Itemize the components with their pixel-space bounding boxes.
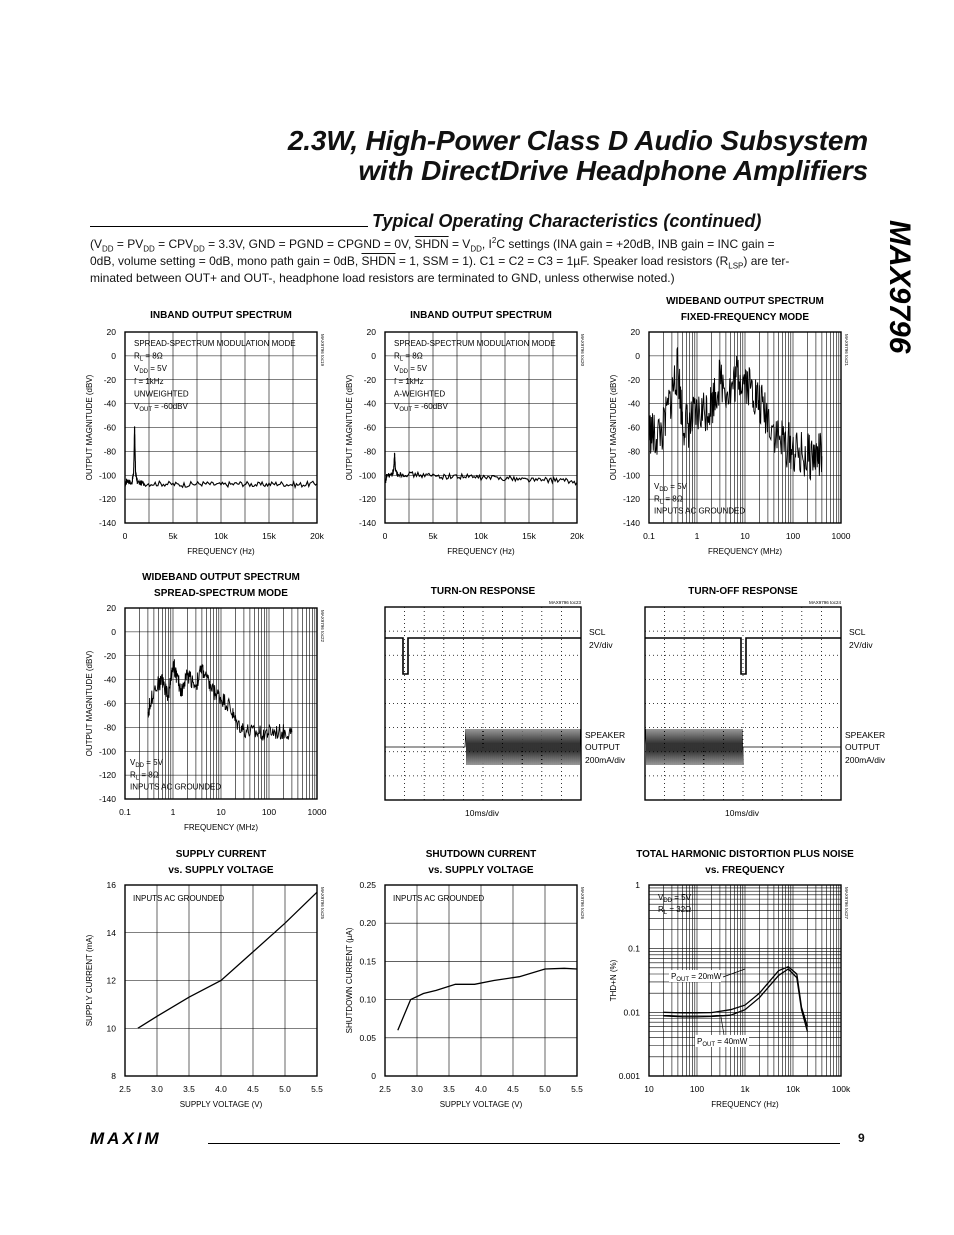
chart4-xlabel: 10ms/div [464,808,500,818]
page-number: 9 [858,1131,865,1145]
chart1-annotation: A-WEIGHTED [394,389,446,399]
chart0-ytick: -100 [98,470,116,481]
chart8-xtick: 1k [740,1084,750,1094]
chart0-annotation: $V_{DD} = 5V$ [134,364,167,376]
chart2-ytick: -100 [622,470,640,481]
chart6-ytick: 8 [111,1071,116,1081]
chart8-ylabel: THD+N (%) [609,959,618,1002]
chart3-ytick: 0 [111,626,116,637]
chart7-title-line2: vs. SUPPLY VOLTAGE [428,865,534,876]
chart7-title-line1: SHUTDOWN CURRENT [425,849,537,860]
chart5-grid [645,607,841,800]
chart6-tag: MAX9796 toc25 [320,887,325,920]
chart0-title-line1: INBAND OUTPUT SPECTRUM [150,310,292,321]
chart8-annotation: $P_{OUT} = 20mW$ [671,972,722,983]
chart6-xtick: 5.0 [279,1084,291,1094]
chart3-tag: MAX9796 toc22 [320,610,325,643]
chart3-ytick: -60 [103,698,116,709]
chart7-svg [340,843,600,1113]
chart8-label-20mw [669,970,722,983]
chart0-annotation: $R_L = 8\Omega$ [134,351,163,363]
chart2-xlabel: FREQUENCY (MHz) [707,547,783,556]
chart8-annotation: $P_{OUT} = 40mW$ [697,1037,748,1048]
chart1-annotation: $V_{OUT} = -60dBV$ [394,402,448,413]
chart3-xtick: 0.1 [119,807,131,817]
chart2-series-line [649,347,822,479]
chart6-title-line1: SUPPLY CURRENT [175,849,267,860]
chart0-xtick: 10k [214,531,228,541]
chart0-ytick: -120 [98,494,116,505]
chart8-leader-40mw [721,1017,724,1035]
chart8-xtick: 100k [831,1084,851,1094]
chart5-label-scl-scale: 2V/div [849,640,873,650]
chart6-ytick: 12 [106,975,116,986]
chart3-xtick: 1 [170,807,176,817]
chart5-label-speaker: SPEAKER [845,730,886,740]
chart6-xtick: 2.5 [119,1084,131,1094]
chart7-ytick: 0.20 [359,918,376,929]
chart2-xtick: 100 [785,531,801,541]
chart-inband-spectrum-a-weighted [340,300,600,560]
chart5-title: TURN-OFF RESPONSE [688,586,798,597]
side-part-number-text: MAX9796 [883,220,916,354]
chart6-series-line [138,892,317,1028]
chart6-ytick: 14 [106,927,116,938]
chart0-xtick: 0 [122,531,128,541]
chart0-xlabel: FREQUENCY (Hz) [187,547,255,556]
chart0-annotation: $V_{OUT} = -60dBV$ [134,402,188,413]
chart7-series-line [398,968,577,1030]
chart3-series-line [148,659,292,740]
chart7-xtick: 5.5 [571,1084,583,1094]
chart6-ytick: 10 [106,1023,116,1034]
chart3-title-line1: WIDEBAND OUTPUT SPECTRUM [142,572,300,583]
chart4-svg [340,580,640,825]
chart0-tag: MAX9796 toc19 [320,334,325,367]
chart1-annotation: $R_L = 8\Omega$ [394,351,423,363]
chart0-ytick: -60 [103,422,116,433]
conditions-line3: minated between OUT+ and OUT-, headphone load resistors are terminated to GND, unless otherwise noted.) [90,271,675,285]
chart0-annotation: UNWEIGHTED [134,389,189,399]
chart7-xtick: 4.5 [507,1084,519,1094]
chart7-grid [385,885,577,1076]
chart6-annotation: INPUTS AC GROUNDED [133,894,225,903]
chart7-ytick: 0.25 [359,880,376,890]
chart2-xtick: 1 [694,531,700,541]
chart1-xtick: 10k [474,531,488,541]
chart1-ytick: 0 [371,350,376,361]
chart8-xtick: 10 [644,1084,654,1094]
chart8-title-line2: vs. FREQUENCY [705,865,785,876]
chart0-ytick: -20 [103,374,116,385]
chart7-ytick: 0 [371,1071,376,1081]
chart3-ytick: -20 [103,650,116,661]
chart1-svg [340,300,600,560]
chart0-ytick: 20 [106,327,116,337]
chart2-annotation: INPUTS AC GROUNDED [654,506,746,516]
chart8-tag: MAX9796 toc27 [844,887,849,920]
chart7-xtick: 4.0 [475,1084,487,1094]
conditions-line1: ($V_{DD} = PV_{DD} = CPV_{DD} = 3.3V$, GND = PGND = CPGND = 0V, SHDN = $V_{DD}$, $I^2C$ settings (INA gain = +20dB, INB gain = INC gain = [90,236,775,254]
chart1-ytick: -20 [363,374,376,385]
chart6-xtick: 4.5 [247,1084,259,1094]
chart1-ytick: -40 [363,398,376,409]
page-title-line1: 2.3W, High-Power Class D Audio Subsystem [287,125,868,156]
chart0-svg [80,300,340,560]
chart1-grid [385,332,577,523]
chart4-label-scl-scale: 2V/div [589,640,613,650]
chart0-ytick: -40 [103,398,116,409]
chart3-xlabel: FREQUENCY (MHz) [183,823,259,832]
chart4-label-output: OUTPUT [585,742,620,752]
chart3-ytick: -100 [98,746,116,757]
chart8-leader-20mw [723,969,745,977]
chart0-ylabel: OUTPUT MAGNITUDE (dBV) [85,374,94,481]
chart7-xlabel: SUPPLY VOLTAGE (V) [439,1100,523,1109]
chart2-ytick: -140 [622,518,640,528]
chart1-title-line1: INBAND OUTPUT SPECTRUM [410,310,552,321]
chart8-annotation: $R_L = 32\Omega$ [658,905,692,916]
side-part-number [880,218,925,378]
chart-turn-on-response [340,580,640,825]
chart0-ytick: -140 [98,518,116,528]
section-title: Typical Operating Characteristics (continued) [372,211,762,231]
chart7-xtick: 5.0 [539,1084,551,1094]
chart1-ytick: -80 [363,446,376,457]
svg-text:MAXIM: MAXIM [90,1130,162,1146]
chart-supply-current [80,843,340,1113]
chart1-xtick: 20k [570,531,584,541]
chart5-svg [600,580,900,825]
chart2-ytick: -80 [627,446,640,457]
chart1-ytick: -60 [363,422,376,433]
chart6-ylabel: SUPPLY CURRENT (mA) [85,934,94,1027]
chart3-ytick: -140 [98,794,116,804]
chart3-ytick: -120 [98,770,116,781]
chart8-ytick: 0.01 [623,1007,640,1018]
section-rule [90,226,368,227]
chart7-xtick: 3.5 [443,1084,455,1094]
test-conditions [90,236,870,287]
chart3-annotation: INPUTS AC GROUNDED [130,782,222,792]
chart8-xlabel: FREQUENCY (Hz) [711,1100,779,1109]
chart0-annotation: SPREAD-SPECTRUM MODULATION MODE [134,339,296,348]
chart4-label-speaker: SPEAKER [585,730,626,740]
chart2-tag: MAX9796 toc21 [844,334,849,367]
chart-turn-off-response [600,580,900,825]
chart2-ytick: 0 [635,350,640,361]
chart1-annotation: f = 1kHz [394,376,424,386]
chart8-svg [600,843,860,1113]
chart3-ytick: -40 [103,674,116,685]
chart1-ytick: -120 [358,494,376,505]
chart2-ytick: -120 [622,494,640,505]
chart8-xtick: 100 [689,1084,705,1094]
conditions-line2: 0dB, volume setting = 0dB, mono path gain = 0dB, SHDN = 1, SSM = 1). C1 = C2 = C3 = 1µF. Speaker load resistors $(R_{LSP})$ are ter- [90,254,790,271]
chart6-xtick: 4.0 [215,1084,227,1094]
chart8-ytick: 1 [635,880,640,890]
chart0-grid [125,332,317,523]
chart5-label-scl: SCL [849,627,866,637]
chart2-ytick: -60 [627,422,640,433]
chart8-annotation: $V_{DD} = 5V$ [658,893,691,904]
chart5-label-output: OUTPUT [845,742,880,752]
chart2-xtick: 10 [740,531,750,541]
chart1-ytick: -100 [358,470,376,481]
chart8-title-line1: TOTAL HARMONIC DISTORTION PLUS NOISE [636,849,854,860]
chart7-xtick: 2.5 [379,1084,391,1094]
chart6-svg [80,843,340,1113]
chart1-xtick: 5k [428,531,438,541]
chart3-xtick: 1000 [307,807,327,817]
chart5-xlabel: 10ms/div [724,808,760,818]
chart7-ytick: 0.15 [359,956,376,967]
chart2-annotation: $R_L = 8\Omega$ [654,494,683,506]
chart7-tag: MAX9796 toc26 [580,887,585,920]
chart3-xtick: 10 [216,807,226,817]
chart2-annotation: $V_{DD} = 5V$ [654,482,687,493]
chart8-ytick: 0.001 [618,1071,640,1081]
chart-thdn-vs-frequency [600,843,860,1113]
chart3-xtick: 100 [261,807,277,817]
chart4-grid [385,607,581,800]
chart2-xtick: 0.1 [643,531,655,541]
chart2-ytick: -20 [627,374,640,385]
chart8-label-40mw [695,1035,749,1048]
chart6-ytick: 16 [106,880,116,890]
chart-inband-spectrum-unweighted [80,300,340,560]
chart6-xlabel: SUPPLY VOLTAGE (V) [179,1100,263,1109]
footer-rule [208,1143,840,1144]
chart8-ytick: 0.1 [628,943,640,954]
chart4-label-scl: SCL [589,627,606,637]
chart7-ytick: 0.05 [359,1032,376,1043]
chart3-svg [80,566,340,836]
chart2-title-line2: FIXED-FREQUENCY MODE [680,312,810,323]
chart0-ytick: 0 [111,350,116,361]
chart-shutdown-current [340,843,600,1113]
chart2-svg [600,290,860,560]
chart0-xtick: 5k [168,531,178,541]
chart7-ytick: 0.10 [359,994,376,1005]
chart2-title-line1: WIDEBAND OUTPUT SPECTRUM [666,296,824,307]
chart3-ytick: -80 [103,722,116,733]
chart0-xtick: 20k [310,531,324,541]
chart5-label-speaker-scale: 200mA/div [845,755,886,765]
chart0-ytick: -80 [103,446,116,457]
chart1-ytick: 20 [366,327,376,337]
page-footer [90,1130,870,1148]
chart6-xtick: 5.5 [311,1084,323,1094]
chart1-xtick: 15k [522,531,536,541]
chart4-title: TURN-ON RESPONSE [430,586,536,597]
chart3-ytick: 20 [106,603,116,613]
chart-wideband-spread-spectrum [80,566,340,836]
chart2-xtick: 1000 [831,531,851,541]
chart4-tag: MAX9796 toc23 [548,600,581,605]
chart6-xtick: 3.5 [183,1084,195,1094]
chart1-xlabel: FREQUENCY (Hz) [447,547,515,556]
chart8-xtick: 10k [786,1084,800,1094]
chart2-ytick: 20 [630,327,640,337]
chart7-xtick: 3.0 [411,1084,423,1094]
chart2-ytick: -40 [627,398,640,409]
chart3-ylabel: OUTPUT MAGNITUDE (dBV) [85,650,94,757]
chart0-annotation: f = 1kHz [134,376,164,386]
maxim-logo [90,1130,202,1146]
chart1-tag: MAX9796 toc20 [580,334,585,367]
chart3-title-line2: SPREAD-SPECTRUM MODE [154,588,288,599]
chart2-ylabel: OUTPUT MAGNITUDE (dBV) [609,374,618,481]
chart3-annotation: $V_{DD} = 5V$ [130,758,163,769]
chart6-title-line2: vs. SUPPLY VOLTAGE [168,865,274,876]
chart3-annotation: $R_L = 8\Omega$ [130,770,159,782]
chart7-ylabel: SHUTDOWN CURRENT (µA) [345,927,354,1034]
chart7-annotation: INPUTS AC GROUNDED [393,894,485,903]
chart0-xtick: 15k [262,531,276,541]
chart1-ytick: -140 [358,518,376,528]
chart-wideband-fixed-frequency [600,290,860,560]
chart5-tag: MAX9796 toc24 [808,600,841,605]
chart1-annotation: SPREAD-SPECTRUM MODULATION MODE [394,339,556,348]
chart1-xtick: 0 [382,531,388,541]
chart1-ylabel: OUTPUT MAGNITUDE (dBV) [345,374,354,481]
page-title-line2: with DirectDrive Headphone Amplifiers [358,155,868,186]
chart6-xtick: 3.0 [151,1084,163,1094]
chart4-label-speaker-scale: 200mA/div [585,755,626,765]
chart5-speaker-trace [645,729,841,765]
chart1-annotation: $V_{DD} = 5V$ [394,364,427,376]
